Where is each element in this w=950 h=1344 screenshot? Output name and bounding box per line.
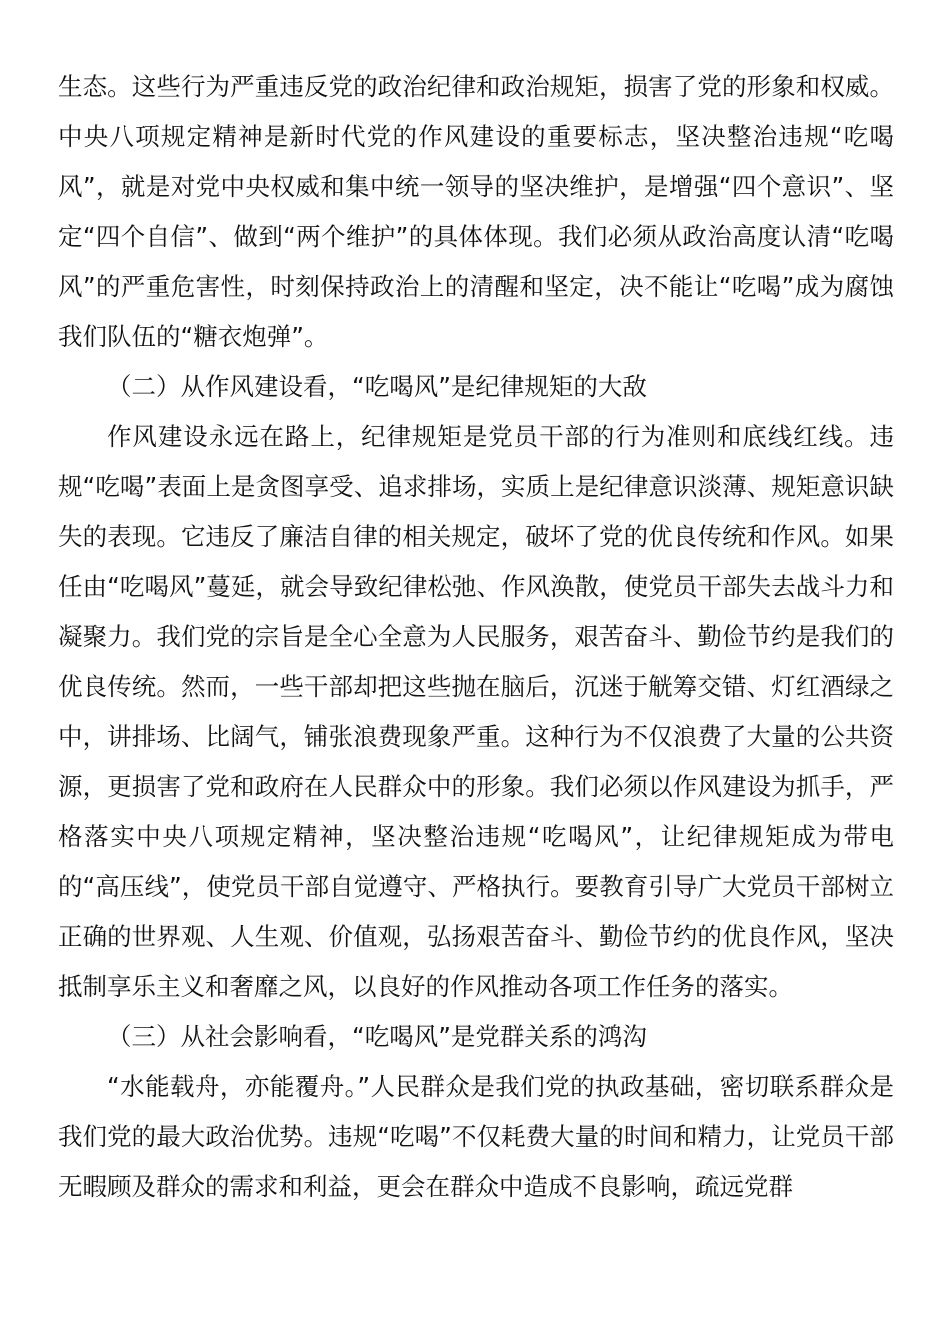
paragraph-style-discipline: 作风建设永远在路上，纪律规矩是党员干部的行为准则和底线红线。违规“吃喝”表面上是贪图享受、追求排场，实质上是纪律意识淡薄、规矩意识缺失的表现。它违反了廉洁自律的相关规定，破坏了党的优良传统和作风。如果任由“吃喝风”蔓延，就会导致纪律松弛、作风涣散，使党员干部失去战斗力和凝聚力。我们党的宗旨是全心全意为人民服务，艰苦奋斗、勤俭节约是我们的优良传统。然而，一些干部却把这些抛在脑后，沉迷于觥筹交错、灯红酒绿之中，讲排场、比阔气，铺张浪费现象严重。这种行为不仅浪费了大量的公共资源，更损害了党和政府在人民群众中的形象。我们必须以作风建设为抓手，严格落实中央八项规定精神，坚决整治违规“吃喝风”，让纪律规矩成为带电的“高压线”，使党员干部自觉遵守、严格执行。要教育引导广大党员干部树立正确的世界观、人生观、价值观，弘扬艰苦奋斗、勤俭节约的优良作风，坚决抵制享乐主义和奢靡之风，以良好的作风推动各项工作任务的落实。	[58, 422, 894, 1001]
paragraph-continuation: 生态。这些行为严重违反党的政治纪律和政治规矩，损害了党的形象和权威。中央八项规定精神是新时代党的作风建设的重要标志，坚决整治违规“吃喝风”，就是对党中央权威和集中统一领导的坚决维护，是增强“四个意识”、坚定“四个自信”、做到“两个维护”的具体体现。我们必须从政治高度认清“吃喝风”的严重危害性，时刻保持政治上的清醒和坚定，决不能让“吃喝”成为腐蚀我们队伍的“糖衣炮弹”。	[58, 72, 894, 351]
paragraph-social-impact: “水能载舟，亦能覆舟。”人民群众是我们党的执政基础，密切联系群众是我们党的最大政治优势。违规“吃喝”不仅耗费大量的时间和精力，让党员干部无暇顾及群众的需求和利益，更会在群众中造成不良影响，疏远党群	[58, 1072, 894, 1201]
section-heading-2: （二）从作风建设看，“吃喝风”是纪律规矩的大敌	[107, 372, 647, 401]
section-heading-3: （三）从社会影响看，“吃喝风”是党群关系的鸿沟	[107, 1022, 647, 1051]
document-page	[58, 62, 894, 1212]
